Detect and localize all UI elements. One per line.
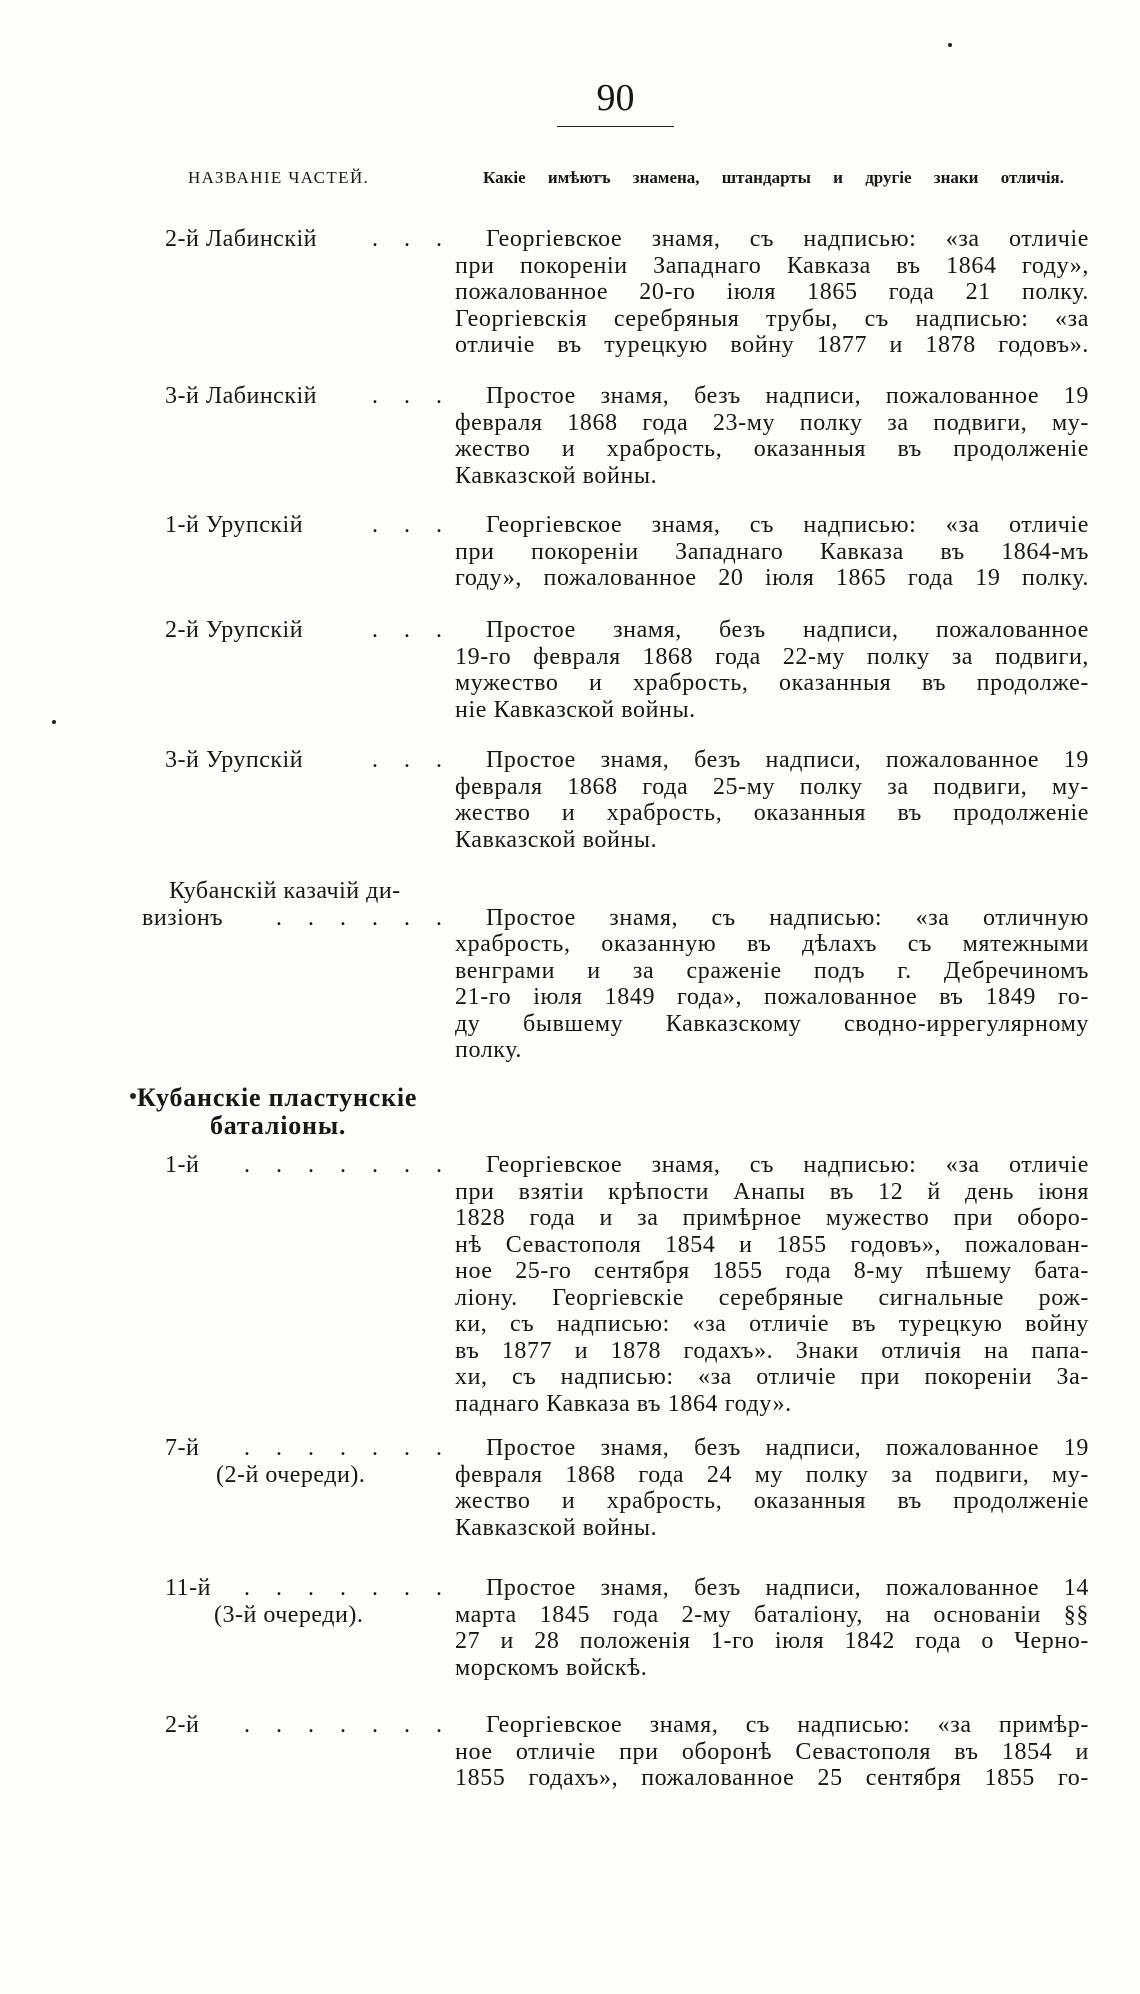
unit-label [140, 1575, 452, 1628]
text-line: при покореніи Западнаго Кавказа въ 1864 году», [455, 252, 1089, 279]
text-line: Кавказской войны. [455, 826, 658, 853]
unit-label [140, 617, 452, 644]
unit-label [140, 226, 452, 253]
ink-speck [948, 43, 952, 47]
text-line: Простое знамя, безъ надписи, пожалованное 19 [486, 747, 1089, 773]
text-line: марта 1845 года 2-му баталіону, на основаніи §§ [455, 1601, 1089, 1628]
distinction-text [455, 1712, 1089, 1792]
unit-label [140, 747, 452, 774]
leader-dots: . . . [372, 512, 452, 538]
text-line: Георгіевское знамя, съ надписью: «за отличіе [486, 1152, 1089, 1178]
leader-dots: . . . [372, 747, 452, 773]
text-line: февраля 1868 года 23-му полку за подвиги, му- [455, 409, 1089, 436]
leader-dots: . . . [372, 226, 452, 252]
unit-name: 1-й [165, 1152, 200, 1178]
column-header-distinctions: Какіе имѣютъ знамена, штандарты и другіе знаки отличія. [483, 168, 1064, 187]
text-line: мужество и храбрость, оказанныя въ продолже- [455, 670, 1089, 696]
text-line: морскомъ войскѣ. [455, 1654, 648, 1681]
section-heading [137, 1084, 417, 1140]
text-line: при взятіи крѣпости Анапы въ 12 й день іюня [455, 1178, 1089, 1205]
text-line: венграми и за сраженіе подъ г. Дебречиномъ [455, 957, 1089, 984]
distinction-text [455, 905, 1089, 1064]
unit-name: 3-й Урупскій [165, 747, 304, 773]
section-heading-line: Кубанскіе пластунскіе [137, 1083, 418, 1112]
unit-label [140, 383, 452, 410]
unit-label [140, 878, 452, 931]
text-line: Георгіевское знамя, съ надписью: «за примѣр- [486, 1712, 1089, 1738]
text-line: 1828 года и за примѣрное мужество при оборо- [455, 1205, 1089, 1231]
text-line: Простое знамя, съ надписью: «за отличную [486, 904, 1089, 931]
leader-dots: . . . . . . . [244, 1712, 452, 1738]
text-line: году», пожалованное 20 іюля 1865 года 19 полку. [455, 565, 1089, 591]
text-line: при покореніи Западнаго Кавказа въ 1864-мъ [455, 538, 1089, 565]
text-line: февраля 1868 года 24 му полку за подвиги, му- [455, 1461, 1089, 1488]
text-line: паднаго Кавказа въ 1864 году». [455, 1390, 792, 1417]
distinction-text [455, 512, 1089, 592]
text-line: 27 и 28 положенія 1-го іюля 1842 года о Черно- [455, 1628, 1089, 1654]
distinction-text [455, 1152, 1089, 1417]
page-number-rule [557, 126, 674, 127]
leader-dots: . . . . . . . [244, 1435, 452, 1461]
text-line: Георгіевское знамя, съ надписью: «за отличіе [486, 226, 1089, 252]
unit-label [140, 1712, 452, 1739]
text-line: полку. [455, 1037, 523, 1063]
unit-name: 11-й [165, 1575, 211, 1601]
text-line: Простое знамя, безъ надписи, пожалованное 14 [486, 1575, 1089, 1601]
text-line: ное отличіе при оборонѣ Севастополя въ 1854 и [455, 1738, 1089, 1765]
distinction-text [455, 383, 1089, 489]
text-line: ніе Кавказской войны. [455, 696, 696, 723]
distinction-text [455, 226, 1089, 359]
text-line: ное 25-го сентября 1855 года 8-му пѣшему бата- [455, 1258, 1089, 1284]
unit-name: 2-й Лабинскій [165, 226, 317, 252]
text-line: 21-го іюля 1849 года», пожалованное въ 1849 го- [455, 984, 1089, 1010]
page-number: 90 [596, 77, 635, 119]
text-line: хи, съ надписью: «за отличіе при покореніи За- [455, 1364, 1089, 1390]
text-line: Простое знамя, безъ надписи, пожалованное 19 [486, 383, 1089, 409]
text-line: ки, съ надписью: «за отличіе въ турецкую войну [455, 1311, 1089, 1337]
text-line: въ 1877 и 1878 годахъ». Знаки отличія на папа- [455, 1337, 1089, 1364]
text-line: 1855 годахъ», пожалованное 25 сентября 1855 го- [455, 1765, 1089, 1791]
unit-subtitle: (3-й очереди). [214, 1601, 364, 1628]
unit-label [140, 1152, 452, 1179]
distinction-text [455, 617, 1089, 723]
text-line: Простое знамя, безъ надписи, пожалованное [486, 617, 1089, 643]
leader-dots: . . . [372, 617, 452, 643]
leader-dots: . . . [372, 383, 452, 409]
text-line: пожалованное 20-го іюля 1865 года 21 полку. [455, 279, 1089, 305]
text-line: ліону. Георгіевскіе серебряные сигнальные рож- [455, 1284, 1089, 1311]
distinction-text [455, 1435, 1089, 1541]
text-line: отличіе въ турецкую войну 1877 и 1878 годовъ». [455, 332, 1089, 358]
unit-name: Кубанскій казачій ди- [169, 878, 401, 904]
unit-label [140, 1435, 452, 1488]
text-line: нѣ Севастополя 1854 и 1855 годовъ», пожалован- [455, 1231, 1089, 1258]
unit-name: 7-й [165, 1435, 200, 1461]
text-line: 19-го февраля 1868 года 22-му полку за подвиги, [455, 643, 1089, 670]
text-line: Георгіевскія серебряныя трубы, съ надписью: «за [455, 305, 1089, 332]
unit-name: 2-й Урупскій [165, 617, 304, 643]
unit-subtitle: (2-й очереди). [216, 1461, 366, 1488]
text-line: Кавказской войны. [455, 462, 658, 489]
text-line: жество и храбрость, оказанныя въ продолженіе [455, 800, 1089, 826]
text-line: жество и храбрость, оказанныя въ продолженіе [455, 436, 1089, 462]
leader-dots: . . . . . . . [244, 1575, 452, 1601]
unit-name: 2-й [165, 1712, 200, 1738]
unit-name: 1-й Урупскій [165, 512, 304, 538]
text-line: Кавказской войны. [455, 1514, 658, 1541]
text-line: храбрость, оказанную въ дѣлахъ съ мятежными [455, 931, 1089, 957]
unit-name-continued: визіонъ [142, 904, 224, 931]
unit-name: 3-й Лабинскій [165, 383, 317, 409]
ink-speck [52, 720, 56, 724]
ink-bullet [130, 1093, 136, 1099]
column-header-units: НАЗВАНІЕ ЧАСТЕЙ. [188, 168, 370, 187]
text-line: Георгіевское знамя, съ надписью: «за отличіе [486, 512, 1089, 538]
unit-label [140, 512, 452, 539]
distinction-text [455, 747, 1089, 853]
text-line: ду бывшему Кавказскому сводно-иррегулярному [455, 1010, 1089, 1037]
text-line: Простое знамя, безъ надписи, пожалованное 19 [486, 1435, 1089, 1461]
distinction-text [455, 1575, 1089, 1681]
leader-dots: . . . . . . . [244, 1152, 452, 1178]
text-line: февраля 1868 года 25-му полку за подвиги, му- [455, 773, 1089, 800]
section-heading-line: баталіоны. [210, 1111, 347, 1140]
leader-dots: . . . . . . [276, 904, 452, 931]
text-line: жество и храбрость, оказанныя въ продолженіе [455, 1488, 1089, 1514]
